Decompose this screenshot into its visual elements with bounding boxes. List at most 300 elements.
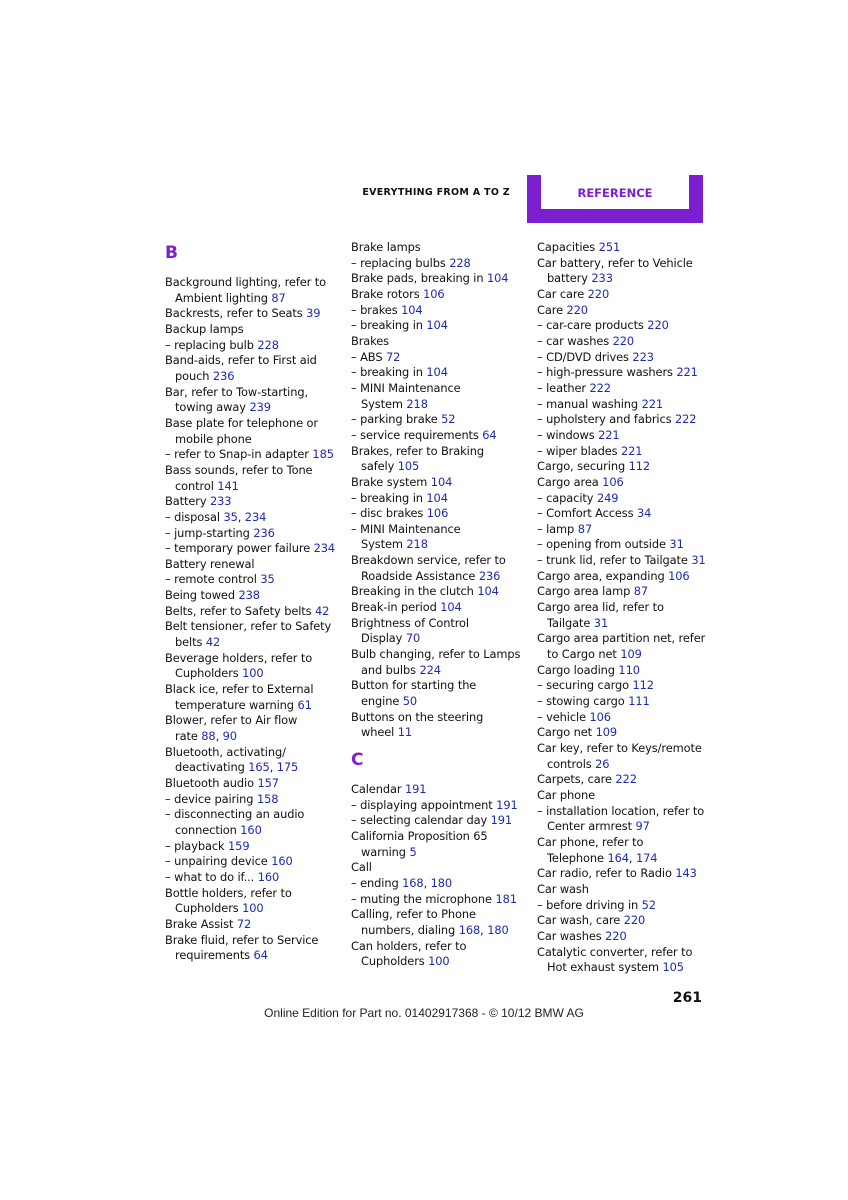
- index-entry: [165, 933, 345, 964]
- page-link[interactable]: 222: [589, 380, 611, 395]
- index-entry-continuation: [165, 635, 345, 651]
- entry-text: – securing cargo: [537, 678, 633, 693]
- page-link[interactable]: 105: [662, 960, 684, 975]
- entry-text: – what to do if...: [165, 869, 258, 884]
- page-link[interactable]: 220: [566, 302, 588, 317]
- index-entry: [537, 334, 717, 350]
- index-entry: [351, 506, 531, 522]
- index-entry-line: [351, 350, 531, 366]
- index-entry-line: [351, 428, 531, 444]
- index-entry-line: [537, 287, 717, 303]
- entry-text: Cupholders: [175, 901, 243, 916]
- index-entry-line: [537, 444, 717, 460]
- index-entry: [537, 772, 717, 788]
- page-link[interactable]: 164: [607, 850, 629, 865]
- index-column-3: [537, 240, 717, 976]
- index-entry-line: [351, 522, 531, 538]
- page-link[interactable]: 221: [598, 427, 620, 442]
- index-entry: [165, 322, 345, 338]
- index-entry-continuation: [351, 569, 531, 585]
- index-entry-line: [165, 870, 345, 886]
- page-link[interactable]: 239: [249, 400, 271, 415]
- entry-text: requirements: [175, 948, 254, 963]
- index-entry: [537, 898, 717, 914]
- index-entry-continuation: [165, 479, 345, 495]
- index-entry-continuation: [351, 923, 531, 939]
- page-link[interactable]: 191: [496, 797, 518, 812]
- page-link[interactable]: 109: [620, 647, 642, 662]
- page-link[interactable]: 87: [633, 584, 649, 599]
- entry-text: mobile phone: [175, 431, 252, 446]
- index-entry-line: [537, 835, 717, 851]
- page-link[interactable]: 39: [306, 306, 321, 321]
- entry-text: – windows: [537, 427, 599, 442]
- index-entry-continuation: [165, 760, 345, 776]
- entry-text: engine: [361, 694, 403, 709]
- page-link[interactable]: 104: [477, 584, 499, 599]
- index-entry-line: [537, 788, 717, 804]
- index-entry: [537, 318, 717, 334]
- index-entry-line: [351, 782, 531, 798]
- entry-text: – stowing cargo: [537, 694, 629, 709]
- page-link[interactable]: 104: [401, 302, 423, 317]
- index-letter-heading: B: [165, 243, 178, 263]
- page-link[interactable]: 220: [587, 286, 610, 301]
- page-link[interactable]: 251: [598, 240, 621, 254]
- index-entry: [351, 616, 531, 647]
- index-entry-line: [351, 334, 531, 350]
- index-entry-line: [165, 322, 345, 338]
- index-entry: [537, 584, 717, 600]
- page-link[interactable]: 221: [641, 396, 664, 411]
- index-entry-line: [165, 447, 345, 463]
- entry-text: – before driving in: [537, 897, 642, 912]
- index-entry: [351, 412, 531, 428]
- page-link[interactable]: 11: [397, 725, 413, 740]
- index-entry-line: [165, 572, 345, 588]
- index-entry-line: [351, 287, 531, 303]
- entry-text: ,: [237, 509, 245, 524]
- page-link[interactable]: 106: [668, 568, 690, 583]
- page-link[interactable]: 220: [647, 318, 669, 333]
- index-entry-line: [537, 710, 717, 726]
- page-link[interactable]: 168: [458, 922, 481, 937]
- index-entry-line: [537, 866, 717, 882]
- index-entry-line: [537, 584, 717, 600]
- index-entry-line: [165, 306, 345, 322]
- index-entry-continuation: [537, 271, 717, 287]
- entry-text: warning: [361, 844, 410, 859]
- index-entry-continuation: [165, 432, 345, 448]
- page-link[interactable]: 61: [297, 697, 312, 712]
- page-link[interactable]: 228: [257, 337, 279, 352]
- index-entry: [165, 604, 345, 620]
- entry-text: Car key, refer to Keys/remote: [537, 741, 702, 755]
- entry-text: – refer to Snap-in adapter: [165, 447, 313, 462]
- page-link[interactable]: 34: [637, 506, 652, 521]
- entry-text: Catalytic converter, refer to: [537, 944, 693, 959]
- page-link[interactable]: 104: [426, 318, 448, 333]
- entry-text: Telephone: [547, 850, 608, 865]
- entry-text: Button for starting the: [351, 678, 477, 693]
- entry-text: – car washes: [537, 333, 613, 348]
- page-link[interactable]: 5: [409, 844, 417, 859]
- index-entry-continuation: [351, 397, 531, 413]
- page-link[interactable]: 175: [276, 760, 299, 775]
- index-entry: [165, 839, 345, 855]
- entry-text: – trunk lid, refer to Tailgate: [537, 553, 692, 568]
- page-link[interactable]: 90: [222, 729, 237, 744]
- index-entry-line: [537, 929, 717, 945]
- page-link[interactable]: 64: [253, 948, 268, 963]
- page-link[interactable]: 35: [223, 509, 238, 524]
- index-entry: [165, 385, 345, 416]
- page-link[interactable]: 220: [605, 928, 627, 943]
- index-entry: [351, 829, 531, 860]
- page-link[interactable]: 165: [248, 760, 270, 775]
- page-link[interactable]: 104: [430, 474, 453, 489]
- page-link[interactable]: 238: [238, 588, 260, 603]
- index-entry: [351, 350, 531, 366]
- index-entry: [351, 491, 531, 507]
- entry-text: Capacities: [537, 240, 599, 254]
- index-entry: [351, 876, 531, 892]
- entry-text: Being towed: [165, 588, 239, 603]
- index-entry: [165, 588, 345, 604]
- page-link[interactable]: 191: [490, 813, 513, 828]
- index-entry: [537, 256, 717, 287]
- index-entry: [165, 651, 345, 682]
- index-entry-continuation: [351, 725, 531, 741]
- index-entry: [351, 907, 531, 938]
- entry-text: Belts, refer to Safety belts: [165, 603, 316, 618]
- entry-text: Buttons on the steering: [351, 709, 484, 724]
- page-link[interactable]: 31: [593, 615, 609, 630]
- entry-text: Belt tensioner, refer to Safety: [165, 619, 332, 634]
- page-link[interactable]: 236: [212, 368, 235, 383]
- index-column-1: [165, 240, 345, 964]
- index-entry: [537, 412, 717, 428]
- page-link[interactable]: 218: [406, 396, 428, 411]
- index-entry-line: [351, 256, 531, 272]
- page-link[interactable]: 111: [628, 694, 650, 709]
- page-link[interactable]: 87: [271, 290, 286, 305]
- index-entry-line: [165, 651, 345, 667]
- index-entry-continuation: [165, 666, 345, 682]
- page-link[interactable]: 221: [621, 443, 643, 458]
- entry-text: Battery renewal: [165, 556, 255, 571]
- index-entry: [537, 428, 717, 444]
- page-link[interactable]: 112: [628, 459, 651, 474]
- reference-tab[interactable]: REFERENCE: [541, 175, 689, 209]
- entry-text: Care: [537, 302, 567, 317]
- entry-text: Brake fluid, refer to Service: [165, 932, 319, 947]
- index-entry-line: [537, 882, 717, 898]
- index-entry: [537, 506, 717, 522]
- index-entry: [165, 854, 345, 870]
- page-link[interactable]: 100: [242, 901, 264, 916]
- page-link[interactable]: 223: [632, 349, 654, 364]
- page-link[interactable]: 233: [591, 271, 613, 286]
- index-entry-continuation: [165, 291, 345, 307]
- page-link[interactable]: 168: [402, 875, 424, 890]
- page-link[interactable]: 222: [675, 412, 697, 427]
- index-entry: [165, 526, 345, 542]
- index-entry-line: [537, 898, 717, 914]
- page-link[interactable]: 42: [205, 635, 221, 650]
- index-entry: [165, 494, 345, 510]
- index-entry: [351, 475, 531, 491]
- page-link[interactable]: 160: [240, 822, 262, 837]
- entry-text: ,: [215, 729, 223, 744]
- page-link[interactable]: 31: [691, 553, 706, 568]
- page-link[interactable]: 160: [257, 869, 280, 884]
- page-link[interactable]: 52: [441, 412, 456, 427]
- page-link[interactable]: 174: [635, 850, 658, 865]
- entry-text: Cargo, securing: [537, 459, 629, 474]
- page-link[interactable]: 191: [404, 782, 427, 796]
- entry-text: – replacing bulbs: [351, 255, 450, 270]
- index-entry-line: [537, 397, 717, 413]
- page-link[interactable]: 249: [596, 490, 619, 505]
- page-link[interactable]: 220: [612, 333, 635, 348]
- index-entry-line: [351, 860, 531, 876]
- page-link[interactable]: 104: [487, 271, 509, 286]
- page-link[interactable]: 157: [257, 776, 279, 790]
- index-entry-line: [351, 829, 531, 845]
- index-entry-continuation: [351, 631, 531, 647]
- index-entry: [165, 917, 345, 933]
- index-entry: [537, 835, 717, 866]
- entry-text: Background lighting, refer to: [165, 275, 326, 289]
- index-entry-continuation: [165, 400, 345, 416]
- page-link[interactable]: 233: [209, 494, 232, 509]
- page-link[interactable]: 97: [635, 819, 650, 834]
- index-entry-line: [537, 475, 717, 491]
- index-entry-line: [537, 334, 717, 350]
- index-entry-continuation: [537, 647, 717, 663]
- index-entry: [165, 541, 345, 557]
- index-entry: [537, 491, 717, 507]
- entry-text: ,: [269, 760, 277, 775]
- page-link[interactable]: 100: [428, 954, 450, 969]
- entry-text: Bluetooth audio: [165, 776, 258, 790]
- index-entry: [537, 475, 717, 491]
- entry-text: – breaking in: [351, 490, 427, 505]
- index-entry-line: [165, 839, 345, 855]
- entry-text: Cupholders: [361, 954, 429, 969]
- index-entry: [537, 287, 717, 303]
- index-entry-line: [165, 792, 345, 808]
- entry-text: – breaking in: [351, 318, 427, 333]
- page-link[interactable]: 160: [271, 854, 293, 869]
- entry-text: Bar, refer to Tow-starting,: [165, 384, 309, 399]
- index-entry-line: [165, 510, 345, 526]
- entry-text: – disposal: [165, 509, 224, 524]
- index-entry: [165, 886, 345, 917]
- entry-text: Breakdown service, refer to: [351, 553, 506, 568]
- page-link[interactable]: 106: [423, 286, 445, 301]
- page-link[interactable]: 158: [256, 791, 279, 806]
- page-link[interactable]: 180: [487, 922, 509, 937]
- page-link[interactable]: 31: [669, 537, 684, 552]
- entry-text: Break-in period: [351, 600, 441, 615]
- index-entry: [165, 619, 345, 650]
- page-link[interactable]: 87: [577, 521, 593, 536]
- entry-text: – car-care products: [537, 318, 648, 333]
- page-link[interactable]: 222: [615, 772, 637, 787]
- page-link[interactable]: 70: [405, 631, 421, 646]
- entry-text: temperature warning: [175, 697, 298, 712]
- entry-text: – playback: [165, 838, 229, 853]
- entry-text: Bottle holders, refer to: [165, 885, 292, 900]
- index-column-2: [351, 240, 531, 970]
- index-entry-continuation: [351, 694, 531, 710]
- index-entry: [537, 663, 717, 679]
- page-link[interactable]: 141: [217, 478, 239, 493]
- index-entry: [537, 741, 717, 772]
- index-letter-heading: C: [351, 750, 364, 770]
- entry-text: – service requirements: [351, 427, 483, 442]
- page-link[interactable]: 50: [402, 694, 418, 709]
- page-link[interactable]: 52: [641, 897, 656, 912]
- index-entry-line: [537, 678, 717, 694]
- index-entry-line: [351, 412, 531, 428]
- index-entry-line: [165, 385, 345, 401]
- index-entry: [537, 929, 717, 945]
- index-entry-line: [537, 428, 717, 444]
- index-entry: [351, 813, 531, 829]
- page-link[interactable]: 110: [618, 662, 640, 677]
- page-link[interactable]: 234: [313, 541, 336, 556]
- page-link[interactable]: 35: [260, 572, 275, 587]
- entry-text: wheel: [361, 725, 398, 740]
- index-entry: [165, 416, 345, 447]
- page-link[interactable]: 104: [426, 490, 448, 505]
- index-entry: [165, 870, 345, 886]
- index-entry-line: [351, 475, 531, 491]
- entry-text: Can holders, refer to: [351, 938, 467, 953]
- page-link[interactable]: 106: [426, 506, 449, 521]
- index-entry: [351, 522, 531, 553]
- index-entry-line: [537, 694, 717, 710]
- entry-text: Roadside Assistance: [361, 568, 479, 583]
- page-link[interactable]: 180: [430, 875, 453, 890]
- page-link[interactable]: 26: [595, 756, 610, 771]
- entry-text: – wiper blades: [537, 443, 622, 458]
- page-link[interactable]: 105: [397, 459, 420, 474]
- entry-text: – brakes: [351, 302, 402, 317]
- entry-text: Cargo loading: [537, 662, 619, 677]
- page-link[interactable]: 181: [495, 891, 517, 906]
- page-link[interactable]: 236: [478, 568, 501, 583]
- index-entry: [537, 350, 717, 366]
- entry-text: Car washes: [537, 928, 606, 943]
- index-entry-line: [165, 353, 345, 369]
- page-link[interactable]: 224: [419, 662, 441, 677]
- page-link[interactable]: 106: [602, 474, 624, 489]
- entry-text: Brake lamps: [351, 240, 421, 254]
- index-entry: [351, 584, 531, 600]
- page-link[interactable]: 72: [236, 916, 252, 931]
- section-title: EVERYTHING FROM A TO Z: [362, 187, 510, 198]
- page-link[interactable]: 72: [385, 349, 401, 364]
- page-link[interactable]: 234: [244, 509, 267, 524]
- entry-text: Brightness of Control: [351, 615, 469, 630]
- page-link[interactable]: 106: [589, 709, 611, 724]
- entry-text: Car care: [537, 286, 588, 301]
- page-link[interactable]: 100: [242, 666, 264, 681]
- index-entry: [165, 776, 345, 792]
- entry-text: – Comfort Access: [537, 506, 637, 521]
- page-link[interactable]: 104: [440, 600, 462, 615]
- entry-text: – installation location, refer to: [537, 803, 705, 818]
- index-entry: [165, 338, 345, 354]
- entry-text: controls: [547, 756, 596, 771]
- index-entry-continuation: [351, 663, 531, 679]
- index-entry: [537, 804, 717, 835]
- entry-text: Car wash, care: [537, 913, 624, 928]
- page-link[interactable]: 64: [482, 427, 497, 442]
- index-entry: [351, 710, 531, 741]
- page-link[interactable]: 228: [449, 255, 471, 270]
- entry-text: Battery: [165, 494, 210, 509]
- page-link[interactable]: 221: [676, 365, 698, 380]
- entry-text: – leather: [537, 380, 590, 395]
- page-link[interactable]: 218: [406, 537, 428, 552]
- index-entry-line: [537, 631, 717, 647]
- entry-text: – ABS: [351, 349, 386, 364]
- index-entry-line: [165, 494, 345, 510]
- index-entry: [537, 913, 717, 929]
- index-entry: [537, 788, 717, 804]
- entry-text: – vehicle: [537, 709, 590, 724]
- entry-text: Beverage holders, refer to: [165, 650, 313, 665]
- entry-text: – parking brake: [351, 412, 442, 427]
- page-link[interactable]: 109: [595, 725, 618, 740]
- page-link[interactable]: 112: [632, 678, 654, 693]
- index-entry-continuation: [351, 459, 531, 475]
- index-entry: [165, 557, 345, 573]
- entry-text: – MINI Maintenance: [351, 521, 461, 536]
- page-link[interactable]: 159: [228, 838, 250, 853]
- entry-text: control: [175, 478, 218, 493]
- entry-text: – opening from outside: [537, 537, 670, 552]
- page-link[interactable]: 220: [623, 913, 646, 928]
- index-entry-line: [351, 553, 531, 569]
- page-link[interactable]: 88: [201, 729, 216, 744]
- index-entry-line: [537, 913, 717, 929]
- page-link[interactable]: 104: [426, 365, 448, 380]
- page-link[interactable]: 185: [312, 447, 334, 462]
- index-entry: [165, 306, 345, 322]
- index-entry-line: [165, 807, 345, 823]
- page-link[interactable]: 236: [253, 525, 275, 540]
- index-entry: [351, 381, 531, 412]
- entry-text: Display: [361, 631, 406, 646]
- footer-edition: Online Edition for Part no. 01402917368 - © 10/12 BMW AG: [264, 1006, 584, 1020]
- entry-text: – unpairing device: [165, 854, 272, 869]
- page-link[interactable]: 42: [315, 603, 330, 618]
- entry-text: Band-aids, refer to First aid: [165, 353, 317, 368]
- entry-text: Brake pads, breaking in: [351, 271, 488, 286]
- index-entry-line: [537, 741, 717, 757]
- entry-text: Ambient lighting: [175, 290, 272, 305]
- entry-text: Calendar: [351, 782, 405, 796]
- entry-text: – capacity: [537, 490, 597, 505]
- page-link[interactable]: 143: [675, 866, 697, 881]
- index-entry: [537, 240, 717, 256]
